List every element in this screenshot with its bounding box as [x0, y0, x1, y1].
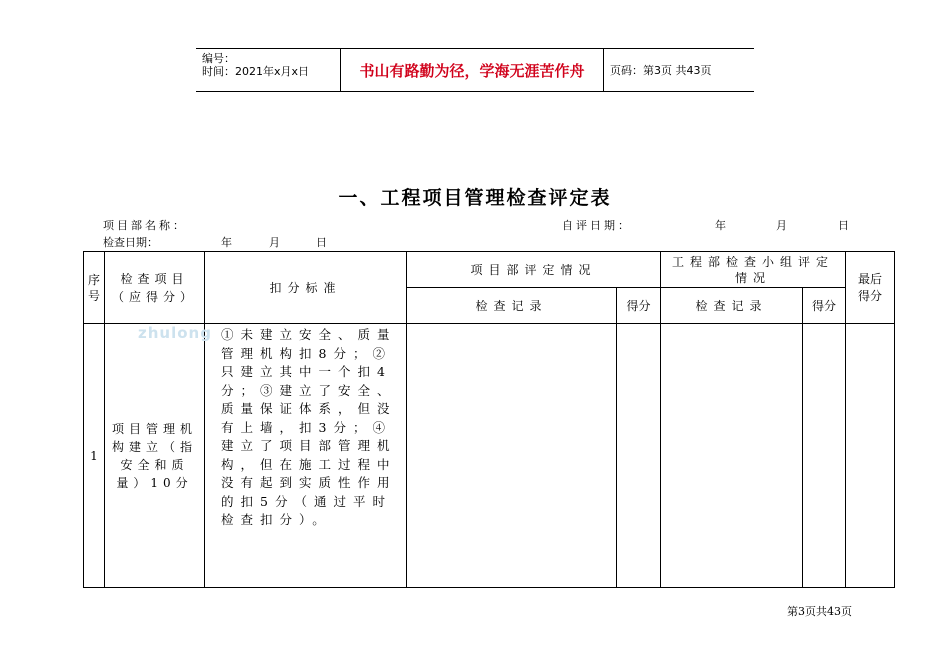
header-left — [196, 49, 340, 91]
self-eval-day: 日 — [838, 219, 852, 232]
row-item: 项目管理机构建立（指安全和质量）10分 — [105, 324, 205, 588]
row-criteria: ①未建立安全、质量管理机构扣8分；②只建立其中一个扣4分；③建立了安全、质量保证体系，但没有上墙，扣3分；④建立了项目部管理机构，但在施工过程中没有起到实质性作用的扣5分（通过平时检查扣分）。 — [205, 324, 407, 588]
dept-eval-header: 项目部评定情况 — [407, 252, 661, 288]
time-label: 时间：2021年x月x日 — [202, 65, 310, 78]
page-header — [196, 48, 754, 92]
group-record-header: 检查记录 — [661, 288, 803, 324]
row-seq: 1 — [84, 324, 105, 588]
dept-record-header: 检查记录 — [407, 288, 617, 324]
criteria-header: 扣分标准 — [205, 252, 407, 324]
group-score-header: 得分 — [803, 288, 846, 324]
final-score-cell[interactable] — [846, 324, 895, 588]
group-score-cell[interactable] — [803, 324, 846, 588]
self-eval-month: 月 — [776, 219, 790, 232]
page-footer: 第3页共43页 — [787, 605, 852, 618]
self-eval-date-label: 自评日期： — [562, 219, 632, 232]
item-header: 检查项目（应得分） — [105, 252, 205, 324]
page-title: 一、工程项目管理检查评定表 — [338, 187, 612, 209]
dept-score-header: 得分 — [617, 288, 661, 324]
table-row — [84, 324, 895, 588]
watermark: zhulong — [138, 324, 212, 342]
seq-header: 序号 — [84, 252, 105, 324]
dept-name-label: 项目部名称： — [103, 219, 187, 232]
check-date-label: 检查日期： — [103, 236, 158, 249]
page-label: 页码：第3页 共43页 — [610, 64, 712, 77]
final-score-header: 最后得分 — [846, 252, 895, 324]
evaluation-table — [83, 251, 895, 588]
check-month: 月 — [269, 236, 283, 249]
group-eval-header: 工程部检查小组评定情况 — [661, 252, 846, 288]
check-day: 日 — [316, 236, 330, 249]
motto: 书山有路勤为径，学海无涯苦作舟 — [340, 49, 604, 91]
group-record-cell[interactable] — [661, 324, 803, 588]
self-eval-year: 年 — [715, 219, 729, 232]
check-year: 年 — [221, 236, 235, 249]
dept-score-cell[interactable] — [617, 324, 661, 588]
serial-label: 编号： — [202, 52, 235, 65]
dept-record-cell[interactable] — [407, 324, 617, 588]
